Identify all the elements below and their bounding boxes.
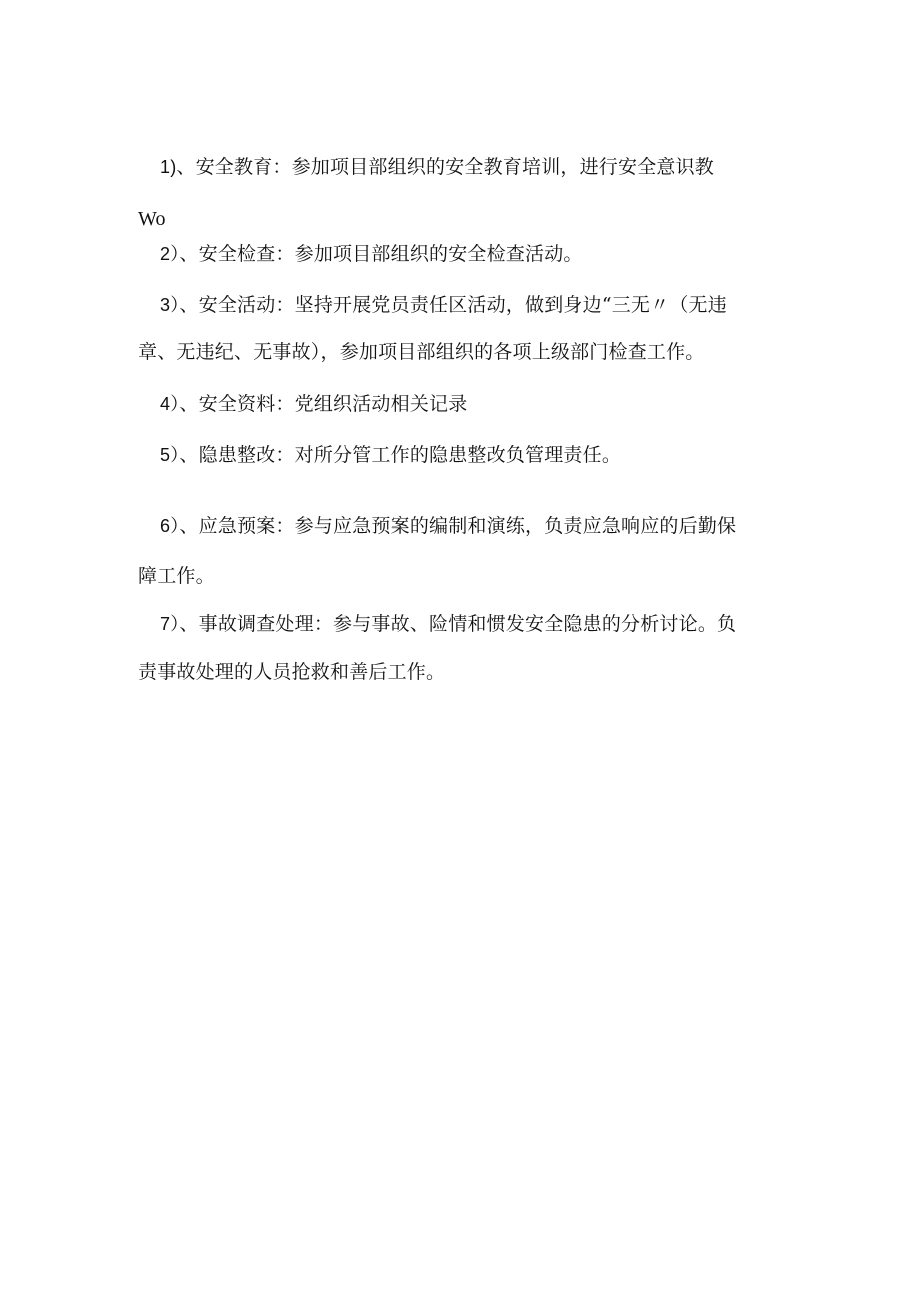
item-number: 3） [160, 295, 180, 315]
list-item-6 [160, 514, 736, 538]
list-item-5 [160, 443, 621, 467]
list-item-2 [160, 242, 583, 266]
item-number: 5） [160, 445, 180, 465]
item-text: 、安全活动：坚持开展党员责任区活动，做到身边“三无〃（无违 [179, 294, 727, 316]
item-number: 4） [160, 394, 180, 414]
item-number: 6） [160, 516, 180, 536]
list-item-7 [160, 612, 736, 636]
item-number: 1) [160, 157, 177, 177]
item-text: 、安全资料：党组织活动相关记录 [179, 393, 468, 415]
item-text: 、安全检查：参加项目部组织的安全检查活动。 [179, 243, 583, 265]
list-item-1-continuation: Wo [138, 208, 166, 230]
list-item-1 [160, 155, 714, 179]
item-text: 、事故调查处理：参与事故、险情和惯发安全隐患的分析讨论。负 [179, 613, 737, 635]
item-text: 、应急预案：参与应急预案的编制和演练，负责应急响应的后勤保 [179, 515, 737, 537]
list-item-7-continuation: 责事故处理的人员抢救和善后工作。 [138, 661, 446, 683]
item-text: 、安全教育：参加项目部组织的安全教育培训，进行安全意识教 [176, 156, 715, 178]
list-item-6-continuation: 障工作。 [138, 565, 215, 587]
item-number: 7） [160, 614, 180, 634]
item-text: 、隐患整改：对所分管工作的隐患整改负管理责任。 [179, 444, 622, 466]
list-item-3 [160, 293, 727, 317]
list-item-4 [160, 392, 467, 416]
item-number: 2） [160, 244, 180, 264]
list-item-3-continuation: 章、无违纪、无事故），参加项目部组织的各项上级部门检查工作。 [138, 341, 705, 363]
